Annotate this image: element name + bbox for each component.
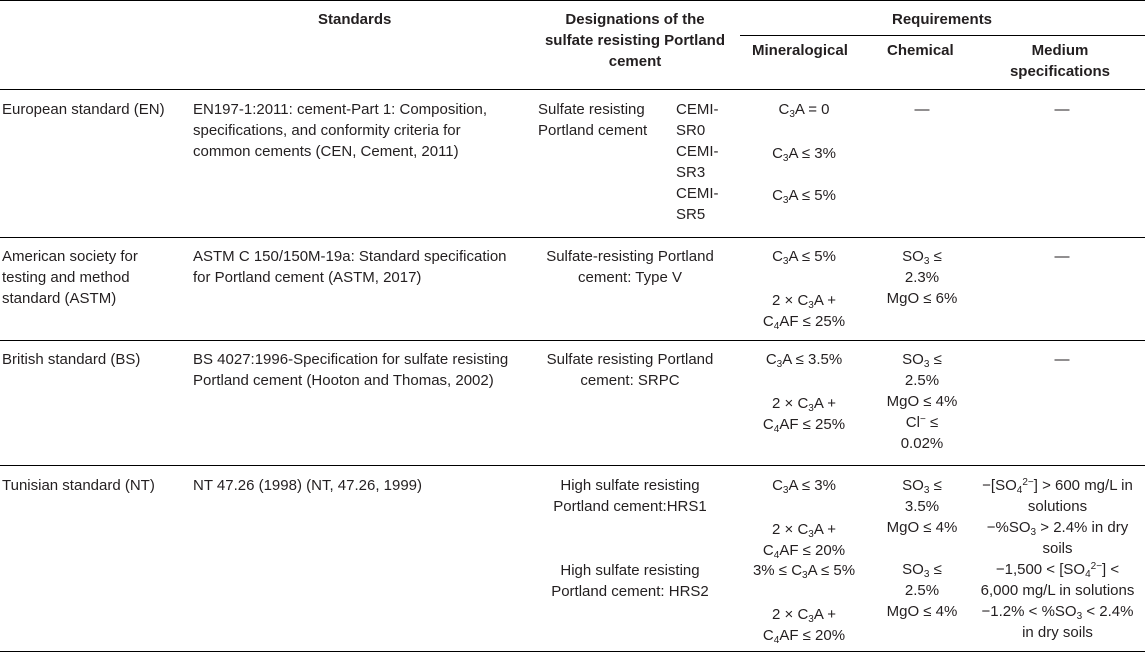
astm-designation: Sulfate-resisting Portland cement: Type V xyxy=(546,248,714,286)
header-mineralogical: Mineralogical xyxy=(752,42,848,59)
en-designation-codes: CEMI- SR0 CEMI- SR3 CEMI- SR5 xyxy=(676,101,719,223)
header-chemical: Chemical xyxy=(887,42,954,59)
bs-mineralogical-c3a: $C_3A \le 3.5\%$ xyxy=(765,351,843,370)
astm-mineralogical-c4af: $2 \times C_3A$ + $C_4AF \le 25\%$ xyxy=(762,292,846,332)
nt-body: Tunisian standard (NT) xyxy=(2,477,155,494)
en-body: European standard (EN) xyxy=(2,101,165,118)
astm-standard: ASTM C 150/150M-19a: Standard specification for Portland cement (ASTM, 2017) xyxy=(193,248,507,286)
row-divider-astm xyxy=(0,340,1145,341)
row-divider-bs xyxy=(0,465,1145,466)
header-standards: Standards xyxy=(318,11,392,28)
bs-chemical: $SO_3$ ≤ 2.5% MgO ≤ 4% Cl− ≤ 0.02% xyxy=(886,351,958,452)
row-divider-en xyxy=(0,237,1145,238)
table-bottom-rule xyxy=(0,651,1145,652)
en-standard: EN197-1:2011: cement-Part 1: Composition, specifications, and conformity criteria for common cements (CEN, Cement, 2011) xyxy=(193,101,488,160)
en-chemical: — xyxy=(914,101,930,118)
bs-standard: BS 4027:1996-Specification for sulfate resisting Portland cement (Hooton and Thomas, 2002) xyxy=(193,351,509,389)
table-top-rule xyxy=(0,0,1145,1)
header-requirements: Requirements xyxy=(892,11,993,28)
nt-mineralogical: $C_3A \le 3\%$ $2 \times C_3A$ + $C_4AF \le 20\%$ $3\% \le C_3A \le 5\%$ $2 \times C_3A$ + $C_4AF \le 20\%$ xyxy=(752,477,856,646)
nt-chemical: $SO_3$ ≤ 3.5% MgO ≤ 4% $SO_3$ ≤ 2.5% MgO ≤ 4% xyxy=(886,477,958,620)
astm-body: American society for testing and method standard (ASTM) xyxy=(2,248,138,307)
header-medium-specifications: Medium specifications xyxy=(1009,42,1111,80)
header-bottom-rule xyxy=(0,89,1145,90)
en-designation-name: Sulfate resisting Portland cement xyxy=(538,101,648,139)
bs-designation: Sulfate resisting Portland cement: SRPC xyxy=(546,351,714,389)
header-designations: Designations of the sulfate resisting Portland cement xyxy=(544,11,726,70)
bs-medium: — xyxy=(1054,351,1070,368)
en-mineralogical-sr0: $C_3A = 0$ xyxy=(778,101,830,120)
bs-body: British standard (BS) xyxy=(2,351,141,368)
en-mineralogical-sr3: $C_3A \le 3\%$ xyxy=(772,145,836,164)
astm-mineralogical-c3a: $C_3A \le 5\%$ xyxy=(772,248,836,267)
nt-medium: $-[SO_4^{2-}] > 600$ mg/L in solutions $-\%SO_3 > 2.4\%$ in dry soils $-1,500 < [SO_4^{2-}]$ < 6,000 mg/L in solutions $-1.2\% < \%SO_3 < 2.4\%$ in dry soils xyxy=(980,477,1135,641)
requirements-underline xyxy=(740,35,1145,36)
nt-designation-hrs1: High sulfate resisting Portland cement:HRS1 xyxy=(553,477,707,515)
en-mineralogical-sr5: $C_3A \le 5\%$ xyxy=(772,187,836,206)
astm-medium: — xyxy=(1054,248,1070,265)
nt-designation-hrs2: High sulfate resisting Portland cement: HRS2 xyxy=(551,562,709,600)
nt-standard: NT 47.26 (1998) (NT, 47.26, 1999) xyxy=(193,477,423,494)
bs-mineralogical-c4af: $2 \times C_3A$ + $C_4AF \le 25\%$ xyxy=(762,395,846,435)
en-medium: — xyxy=(1054,101,1070,118)
astm-chemical: $SO_3$ ≤ 2.3% MgO ≤ 6% xyxy=(886,248,958,307)
